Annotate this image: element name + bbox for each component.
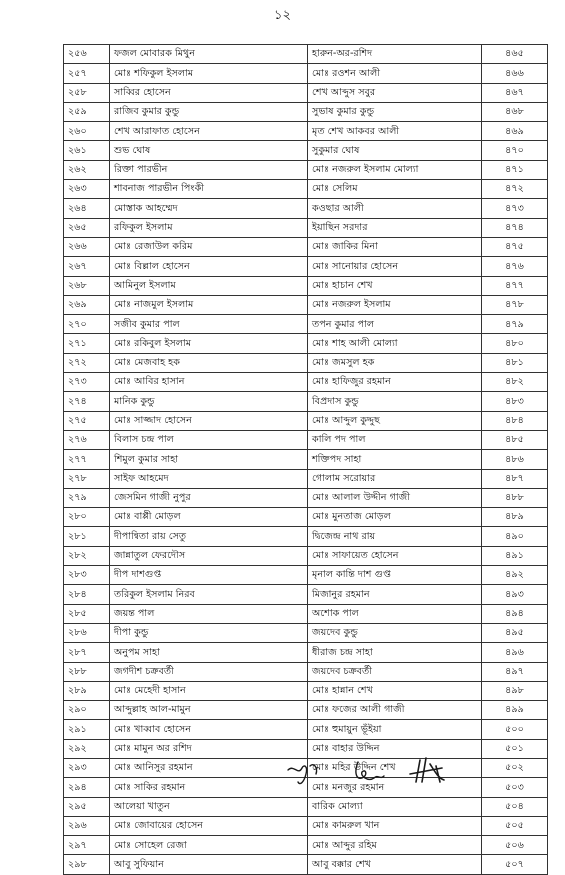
serial-cell: ২৮৩ [64, 566, 110, 585]
father-name-cell: মোঃ হান্নান শেখ [308, 681, 482, 700]
father-name-cell: মোঃ হাচান শেখ [308, 276, 482, 295]
father-name-cell: মোঃ আলাল উদ্দীন গাজী [308, 488, 482, 507]
father-name-cell: মোঃ সানোয়ার হোসেন [308, 257, 482, 276]
father-name-cell: অশোক পাল [308, 604, 482, 623]
roll-cell: ৪৮১ [482, 353, 548, 372]
father-name-cell: মোঃ হুমায়ুন ভূঁইয়া [308, 720, 482, 739]
serial-cell: ২৭৭ [64, 450, 110, 469]
serial-cell: ২৬১ [64, 141, 110, 160]
roll-cell: ৪৭৫ [482, 237, 548, 256]
name-cell: দীপ দাশগুপ্ত [110, 566, 308, 585]
signature-1 [288, 765, 317, 784]
name-cell: আমিনুল ইসলাম [110, 276, 308, 295]
table-row [64, 373, 548, 392]
serial-cell: ২৯১ [64, 720, 110, 739]
table-row [64, 392, 548, 411]
father-name-cell: মৃনাল কান্তি দাশ গুপ্ত [308, 566, 482, 585]
father-name-cell: ইয়াছিন সরদার [308, 218, 482, 237]
serial-cell: ২৬৯ [64, 295, 110, 314]
serial-cell: ২৮৯ [64, 681, 110, 700]
roll-cell: ৪৮৬ [482, 450, 548, 469]
roll-cell: ৫০১ [482, 739, 548, 758]
serial-cell: ২৭৮ [64, 469, 110, 488]
father-name-cell: মোঃ কামরুল খান [308, 816, 482, 835]
roll-cell: ৪৮৯ [482, 508, 548, 527]
roll-cell: ৪৭২ [482, 180, 548, 199]
roll-cell: ৪৯০ [482, 527, 548, 546]
page-number: ১২ [274, 8, 291, 23]
name-cell: অনুপম সাহা [110, 643, 308, 662]
name-cell: জান্নাতুল ফেরদৌস [110, 546, 308, 565]
roll-cell: ৪৯১ [482, 546, 548, 565]
serial-cell: ২৭৯ [64, 488, 110, 507]
name-cell: মোঃ রকিবুল ইসলাম [110, 334, 308, 353]
serial-cell: ২৯০ [64, 701, 110, 720]
name-cell: মোঃ শফিকুল ইসলাম [110, 64, 308, 83]
serial-cell: ২৬৭ [64, 257, 110, 276]
serial-cell: ২৯৭ [64, 836, 110, 855]
father-name-cell: সুকুমার ঘোষ [308, 141, 482, 160]
father-name-cell: মোঃ রওশন আলী [308, 64, 482, 83]
name-cell: মোঃ মেজবাহ হক [110, 353, 308, 372]
name-cell: জগদীশ চক্রবর্তী [110, 662, 308, 681]
serial-cell: ২৭০ [64, 315, 110, 334]
serial-cell: ২৬৪ [64, 199, 110, 218]
table-row [64, 604, 548, 623]
name-cell: জয়ন্ত পাল [110, 604, 308, 623]
table-row [64, 508, 548, 527]
roll-cell: ৪৮২ [482, 373, 548, 392]
roll-cell: ৪৬৭ [482, 83, 548, 102]
father-name-cell: সুভাষ কুমার কুন্ডু [308, 102, 482, 121]
serial-cell: ২৯৬ [64, 816, 110, 835]
father-name-cell: মোঃ নজরুল ইসলাম [308, 295, 482, 314]
father-name-cell: মোঃ সাফায়েত হোসেন [308, 546, 482, 565]
roll-cell: ৫০৫ [482, 816, 548, 835]
name-cell: আব্দুল্লাহ আল-মামুন [110, 701, 308, 720]
serial-cell: ২৬৩ [64, 180, 110, 199]
table-row [64, 566, 548, 585]
name-cell: শাবনাজ পারভীন পিংকী [110, 180, 308, 199]
serial-cell: ২৯৩ [64, 758, 110, 777]
name-cell: মোঃ জোবায়ের হোসেন [110, 816, 308, 835]
name-cell: মোঃ আনিসুর রহমান [110, 758, 308, 777]
father-name-cell: গোলাম সরোয়ার [308, 469, 482, 488]
name-cell: মোঃ সাকির রহমান [110, 778, 308, 797]
table-row [64, 199, 548, 218]
father-name-cell: কওছার আলী [308, 199, 482, 218]
name-cell: মোঃ নাজমুল ইসলাম [110, 295, 308, 314]
father-name-cell: শক্তিপদ সাহা [308, 450, 482, 469]
table-row [64, 527, 548, 546]
serial-cell: ২৫৯ [64, 102, 110, 121]
father-name-cell: মোঃ জমসুল হক [308, 353, 482, 372]
name-cell: সাইফ আহমেদ [110, 469, 308, 488]
roll-cell: ৪৮৮ [482, 488, 548, 507]
serial-cell: ২৬৬ [64, 237, 110, 256]
serial-cell: ২৬২ [64, 160, 110, 179]
table-row [64, 180, 548, 199]
roll-cell: ৫০৭ [482, 855, 548, 874]
table-row [64, 276, 548, 295]
serial-cell: ২৬৮ [64, 276, 110, 295]
table-row [64, 836, 548, 855]
serial-cell: ২৭৫ [64, 411, 110, 430]
name-cell: শিমুল কুমার সাহা [110, 450, 308, 469]
serial-cell: ২৮৭ [64, 643, 110, 662]
name-cell: মোঃ মেহেদী হাসান [110, 681, 308, 700]
serial-cell: ২৮২ [64, 546, 110, 565]
roll-cell: ৫০৬ [482, 836, 548, 855]
roll-cell: ৫০৪ [482, 797, 548, 816]
roll-cell: ৪৮৪ [482, 411, 548, 430]
roll-cell: ৪৮৩ [482, 392, 548, 411]
roll-cell: ৪৭৬ [482, 257, 548, 276]
roll-cell: ৪৯৪ [482, 604, 548, 623]
name-cell: তরিকুল ইসলাম নিরব [110, 585, 308, 604]
name-cell: মোঃ বাপ্পী মোড়ল [110, 508, 308, 527]
roll-cell: ৪৯৯ [482, 701, 548, 720]
father-name-cell: মোঃ ফজের আলী গাজী [308, 701, 482, 720]
table-row [64, 83, 548, 102]
signature-marks [270, 752, 470, 792]
father-name-cell: বারিক মোল্যা [308, 797, 482, 816]
table-row [64, 160, 548, 179]
signatures [270, 752, 470, 792]
father-name-cell: মোঃ আব্দুর রহিম [308, 836, 482, 855]
serial-cell: ২৯২ [64, 739, 110, 758]
table-row [64, 623, 548, 642]
roll-cell: ৪৭৪ [482, 218, 548, 237]
serial-cell: ২৭২ [64, 353, 110, 372]
table-row [64, 122, 548, 141]
father-name-cell: বিপ্রদাস কুন্ডু [308, 392, 482, 411]
roll-cell: ৪৯৮ [482, 681, 548, 700]
table-row [64, 102, 548, 121]
roll-cell: ৪৮০ [482, 334, 548, 353]
name-cell: রফিকুল ইসলাম [110, 218, 308, 237]
father-name-cell: আবু বক্কার শেখ [308, 855, 482, 874]
father-name-cell: শেখ আব্দুস সবুর [308, 83, 482, 102]
name-cell: মোঃ আবির হাসান [110, 373, 308, 392]
roll-cell: ৪৭৮ [482, 295, 548, 314]
table-row [64, 295, 548, 314]
father-name-cell: মোঃ বাহার উদ্দিন [308, 739, 482, 758]
roll-cell: ৪৯৩ [482, 585, 548, 604]
father-name-cell: মোঃ মহির উদ্দিন শেখ [308, 758, 482, 777]
serial-cell: ২৭৪ [64, 392, 110, 411]
roll-cell: ৪৮৫ [482, 430, 548, 449]
name-cell: শুভ ঘোষ [110, 141, 308, 160]
roll-cell: ৪৯২ [482, 566, 548, 585]
table-row [64, 488, 548, 507]
table-row [64, 681, 548, 700]
father-name-cell: জয়দেব কুন্ডু [308, 623, 482, 642]
serial-cell: ২৭৩ [64, 373, 110, 392]
serial-cell: ২৬৫ [64, 218, 110, 237]
father-name-cell: কালি পদ পাল [308, 430, 482, 449]
signature-3 [410, 758, 444, 782]
roll-cell: ৫০০ [482, 720, 548, 739]
serial-cell: ২৭১ [64, 334, 110, 353]
roll-cell: ৪৭৩ [482, 199, 548, 218]
table-row [64, 855, 548, 874]
name-cell: সাব্বির হোসেন [110, 83, 308, 102]
roll-cell: ৪৭৯ [482, 315, 548, 334]
name-cell: জেসমিন গাজী নুপুর [110, 488, 308, 507]
table-row [64, 816, 548, 835]
name-cell: আলেয়া খাতুন [110, 797, 308, 816]
table-row [64, 334, 548, 353]
table-row [64, 585, 548, 604]
table-row [64, 45, 548, 64]
father-name-cell: মোঃ জাকির মিনা [308, 237, 482, 256]
roll-cell: ৪৬৯ [482, 122, 548, 141]
table-row [64, 411, 548, 430]
table-row [64, 643, 548, 662]
serial-cell: ২৮৬ [64, 623, 110, 642]
name-cell: দীপান্বিতা রায় সেতু [110, 527, 308, 546]
table-row [64, 141, 548, 160]
father-name-cell: তপন কুমার পাল [308, 315, 482, 334]
father-name-cell: ধীরাজ চন্দ্র সাহা [308, 643, 482, 662]
name-cell: মোস্তাক আহম্মেদ [110, 199, 308, 218]
roll-cell: ৪৬৬ [482, 64, 548, 83]
roll-cell: ৪৭১ [482, 160, 548, 179]
serial-cell: ২৬০ [64, 122, 110, 141]
serial-cell: ২৯৮ [64, 855, 110, 874]
table-row [64, 64, 548, 83]
table-row [64, 237, 548, 256]
father-name-cell: দ্বিজেন্দ্র নাথ রায় [308, 527, 482, 546]
roll-cell: ৪৬৮ [482, 102, 548, 121]
roll-cell: ৫০৩ [482, 778, 548, 797]
signature-2 [356, 762, 384, 779]
roll-cell: ৪৯৫ [482, 623, 548, 642]
table-row [64, 315, 548, 334]
serial-cell: ২৮১ [64, 527, 110, 546]
serial-cell: ২৫৭ [64, 64, 110, 83]
name-cell: সজীব কুমার পাল [110, 315, 308, 334]
table-row [64, 469, 548, 488]
father-name-cell: মোঃ হাফিজুর রহমান [308, 373, 482, 392]
table-row [64, 353, 548, 372]
name-cell: শেখ আরাফাত হোসেন [110, 122, 308, 141]
table-row [64, 662, 548, 681]
name-cell: মোঃ বিল্লাল হোসেন [110, 257, 308, 276]
name-cell: আবু সুফিয়ান [110, 855, 308, 874]
candidate-table [63, 44, 548, 875]
table-row [64, 218, 548, 237]
father-name-cell: মৃত শেখ আকবর আলী [308, 122, 482, 141]
roll-cell: ৪৯৭ [482, 662, 548, 681]
roll-cell: ৪৭০ [482, 141, 548, 160]
father-name-cell: মোঃ সেলিম [308, 180, 482, 199]
name-cell: মোঃ রেজাউল করিম [110, 237, 308, 256]
table-row [64, 546, 548, 565]
father-name-cell: মোঃ শাহ আলী মোল্যা [308, 334, 482, 353]
serial-cell: ২৮৪ [64, 585, 110, 604]
candidate-table-body [64, 45, 548, 875]
father-name-cell: মিজানুর রহমান [308, 585, 482, 604]
serial-cell: ২৯৪ [64, 778, 110, 797]
serial-cell: ২৯৫ [64, 797, 110, 816]
father-name-cell: হারুন-অর-রশিদ [308, 45, 482, 64]
name-cell: ফজল মোবারক মিথুন [110, 45, 308, 64]
father-name-cell: মোঃ মুনতাজ মোড়ল [308, 508, 482, 527]
serial-cell: ২৫৮ [64, 83, 110, 102]
name-cell: বিলাস চন্দ্র পাল [110, 430, 308, 449]
serial-cell: ২৮৫ [64, 604, 110, 623]
roll-cell: ৪৬৫ [482, 45, 548, 64]
name-cell: মোঃ সোহেল রেজা [110, 836, 308, 855]
name-cell: রিক্তা পারভীন [110, 160, 308, 179]
table-row [64, 430, 548, 449]
roll-cell: ৫০২ [482, 758, 548, 777]
table-row [64, 450, 548, 469]
father-name-cell: মোঃ আব্দুল কুদ্দুছ [308, 411, 482, 430]
serial-cell: ২৫৬ [64, 45, 110, 64]
roll-cell: ৪৮৭ [482, 469, 548, 488]
name-cell: রাজিব কুমার কুন্ডু [110, 102, 308, 121]
serial-cell: ২৮০ [64, 508, 110, 527]
table-row [64, 720, 548, 739]
table-row [64, 701, 548, 720]
serial-cell: ২৭৬ [64, 430, 110, 449]
roll-cell: ৪৯৬ [482, 643, 548, 662]
father-name-cell: মোঃ নজরুল ইসলাম মোল্যা [308, 160, 482, 179]
name-cell: মোঃ খাব্বাব হোসেন [110, 720, 308, 739]
name-cell: মানিক কুন্ডু [110, 392, 308, 411]
serial-cell: ২৮৮ [64, 662, 110, 681]
name-cell: মোঃ সাজ্জাদ হোসেন [110, 411, 308, 430]
roll-cell: ৪৭৭ [482, 276, 548, 295]
table-row [64, 257, 548, 276]
name-cell: দীপা কুন্ডু [110, 623, 308, 642]
name-cell: মোঃ মামুন অর রশিদ [110, 739, 308, 758]
father-name-cell: মোঃ মনজুর রহমান [308, 778, 482, 797]
father-name-cell: জয়দেব চক্রবর্তী [308, 662, 482, 681]
